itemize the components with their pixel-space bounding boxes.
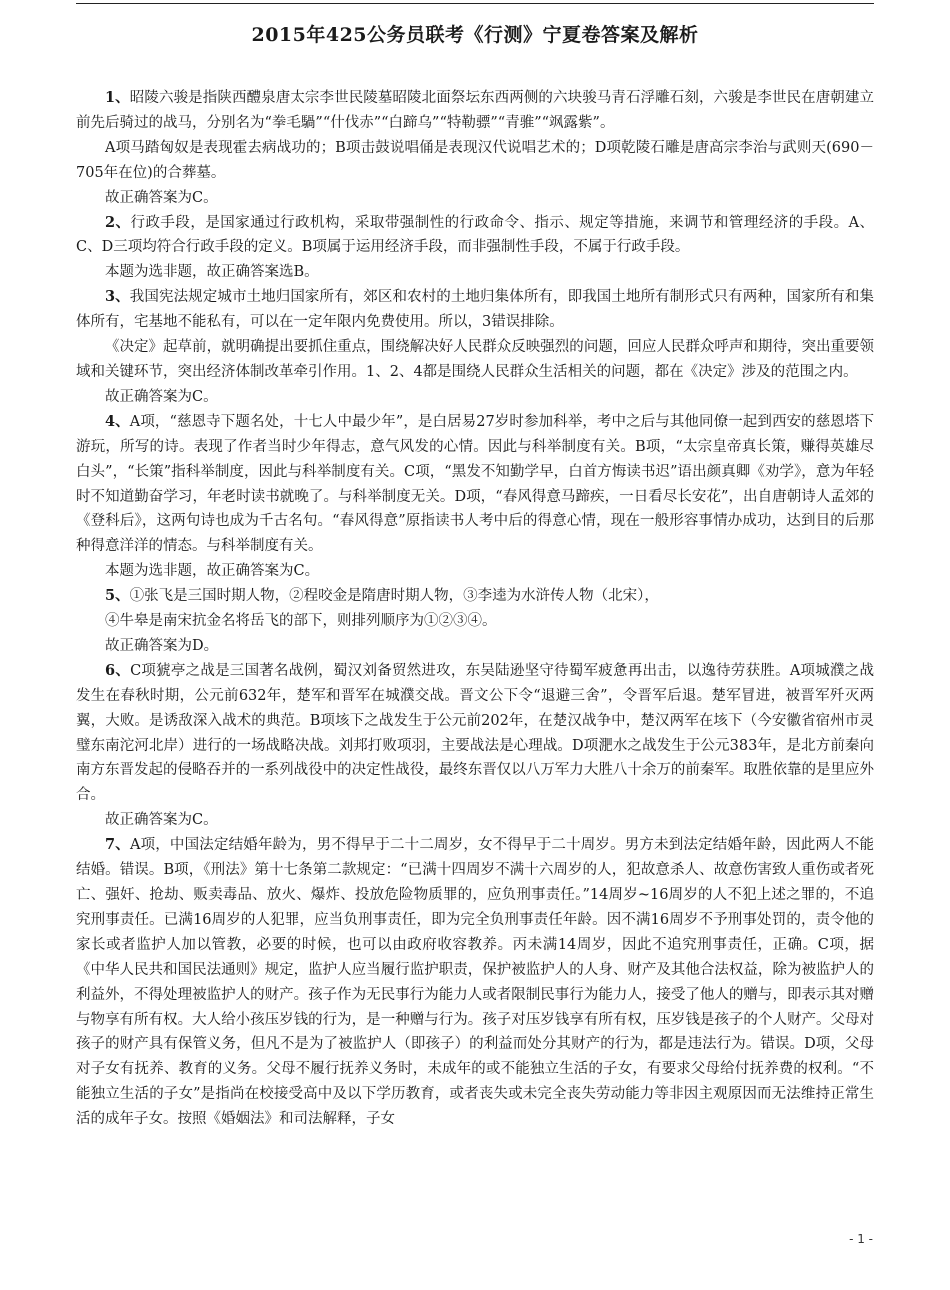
page-title: 2015年425公务员联考《行测》宁夏卷答案及解析 (251, 24, 699, 46)
paragraph: 7、A项，中国法定结婚年龄为，男不得早于二十二周岁，女不得早于二十周岁。男方未到法定结婚年龄，因此两人不能结婚。错误。B项，《刑法》第十七条第二款规定：“已满十四周岁不满十六周岁的人，犯故意杀人、故意伤害致人重伤或者死亡、强奸、抢劫、贩卖毒品、放火、爆炸、投放危险物质罪的，应负刑事责任。”14周岁~16周岁的人不犯上述之罪的，不追究刑事责任。已满16周岁的人犯罪，应当负刑事责任，即为完全负刑事责任年龄。因不满16周岁不予刑事处罚的，责令他的家长或者监护人加以管教，必要的时候，也可以由政府收容教养。丙未满14周岁，因此不追究刑事责任，正确。C项，据《中华人民共和国民法通则》规定，监护人应当履行监护职责，保护被监护人的人身、财产及其他合法权益，除为被监护人的利益外，不得处理被监护人的财产。孩子作为无民事行为能力人或者限制民事行为能力人，接受了他人的赠与，即表示其对赠与物享有所有权。大人给小孩压岁钱的行为，是一种赠与行为。孩子对压岁钱享有所有权，压岁钱是孩子的个人财产。父母对孩子的财产具有保管义务，但凡不是为了被监护人（即孩子）的利益而处分其财产的行为，都是违法行为。错误。D项，父母对子女有抚养、教育的义务。父母不履行抚养义务时，未成年的或不能独立生活的子女，有要求父母给付抚养费的权利。“不能独立生活的子女”是指尚在校接受高中及以下学历教育，或者丧失或未完全丧失劳动能力等非因主观原因而无法维持正常生活的成年子女。按照《婚姻法》和司法解释，子女 (76, 836, 874, 1128)
paragraph: 3、我国宪法规定城市土地归国家所有，郊区和农村的土地归集体所有，即我国土地所有制形式只有两种，国家所有和集体所有，宅基地不能私有，可以在一定年限内免费使用。所以，3错误排除。 (76, 288, 874, 331)
header-rule (76, 3, 874, 4)
paragraph: 2、行政手段，是国家通过行政机构，采取带强制性的行政命令、指示、规定等措施，来调节和管理经济的手段。A、C、D三项均符合行政手段的定义。B项属于运用经济手段，而非强制性手段，不属于行政手段。 (76, 213, 875, 256)
paragraph: ④牛皋是南宋抗金名将岳飞的部下，则排列顺序为①②③④。 (105, 613, 497, 630)
document-body (76, 86, 874, 1132)
paragraph: 4、A项，“慈恩寺下题名处，十七人中最少年”，是白居易27岁时参加科举，考中之后与其他同僚一起到西安的慈恩塔下游玩，所写的诗。表现了作者当时少年得志，意气风发的心情。因此与科举制度有关。B项，“太宗皇帝真长策，赚得英雄尽白头”，“长策”指科举制度，因此与科举制度有关。C项，“黑发不知勤学早，白首方悔读书迟”语出颜真卿《劝学》，意为年轻时不知道勤奋学习，年老时读书就晚了。与科举制度无关。D项，“春风得意马蹄疾，一日看尽长安花”，出自唐朝诗人孟郊的《登科后》，这两句诗也成为千古名句。“春风得意”原指读书人考中后的得意心情，现在一般形容事情办成功，达到目的后那种得意洋洋的情态。与科举制度有关。 (76, 412, 874, 555)
paragraph: 故正确答案为D。 (105, 637, 219, 654)
paragraph: A项马踏匈奴是表现霍去病战功的；B项击鼓说唱俑是表现汉代说唱艺术的；D项乾陵石雕是唐高宗李治与武则天(690－705年在位)的合葬墓。 (76, 139, 874, 181)
paragraph: 故正确答案为C。 (105, 189, 218, 206)
paragraph: 6、C项猇亭之战是三国著名战例，蜀汉刘备贸然进攻，东吴陆逊坚守待蜀军疲惫再出击，以逸待劳获胜。A项城濮之战发生在春秋时期，公元前632年，楚军和晋军在城濮交战。晋文公下令“退避三舍”，令晋军后退。楚军冒进，被晋军歼灭两翼，大败。是诱敌深入战术的典范。B项垓下之战发生于公元前202年，在楚汉战争中，楚汉两军在垓下（今安徽省宿州市灵璧东南沱河北岸）进行的一场战略决战。刘邦打败项羽，主要战法是心理战。D项淝水之战发生于公元383年，是北方前秦向南方东晋发起的侵略吞并的一系列战役中的决定性战役，最终东晋仅以八万军力大胜八十余万的前秦军。取胜依靠的是里应外合。 (76, 661, 875, 804)
paragraph: 1、昭陵六骏是指陕西醴泉唐太宗李世民陵墓昭陵北面祭坛东西两侧的六块骏马青石浮雕石刻，六骏是李世民在唐朝建立前先后骑过的战马，分别名为“拳毛騧”“什伐赤”“白蹄乌”“特勒骠”“青骓”“飒露紫”。 (76, 89, 874, 131)
page-number: - 1 - (849, 1232, 873, 1246)
paragraph: 5、①张飞是三国时期人物，②程咬金是隋唐时期人物，③李逵为水浒传人物（北宋）， (105, 587, 659, 605)
paragraph: 本题为选非题，故正确答案为C。 (105, 563, 320, 580)
paragraph: 《决定》起草前，就明确提出要抓住重点，围绕解决好人民群众反映强烈的问题，回应人民群众呼声和期待，突出重要领域和关键环节，突出经济体制改革牵引作用。1、2、4都是围绕人民群众生活相关的问题，都在《决定》涉及的范围之内。 (76, 339, 874, 380)
paragraph: 故正确答案为C。 (105, 812, 218, 829)
paragraph: 故正确答案为C。 (105, 388, 218, 405)
paragraph: 本题为选非题，故正确答案选B。 (105, 264, 319, 281)
